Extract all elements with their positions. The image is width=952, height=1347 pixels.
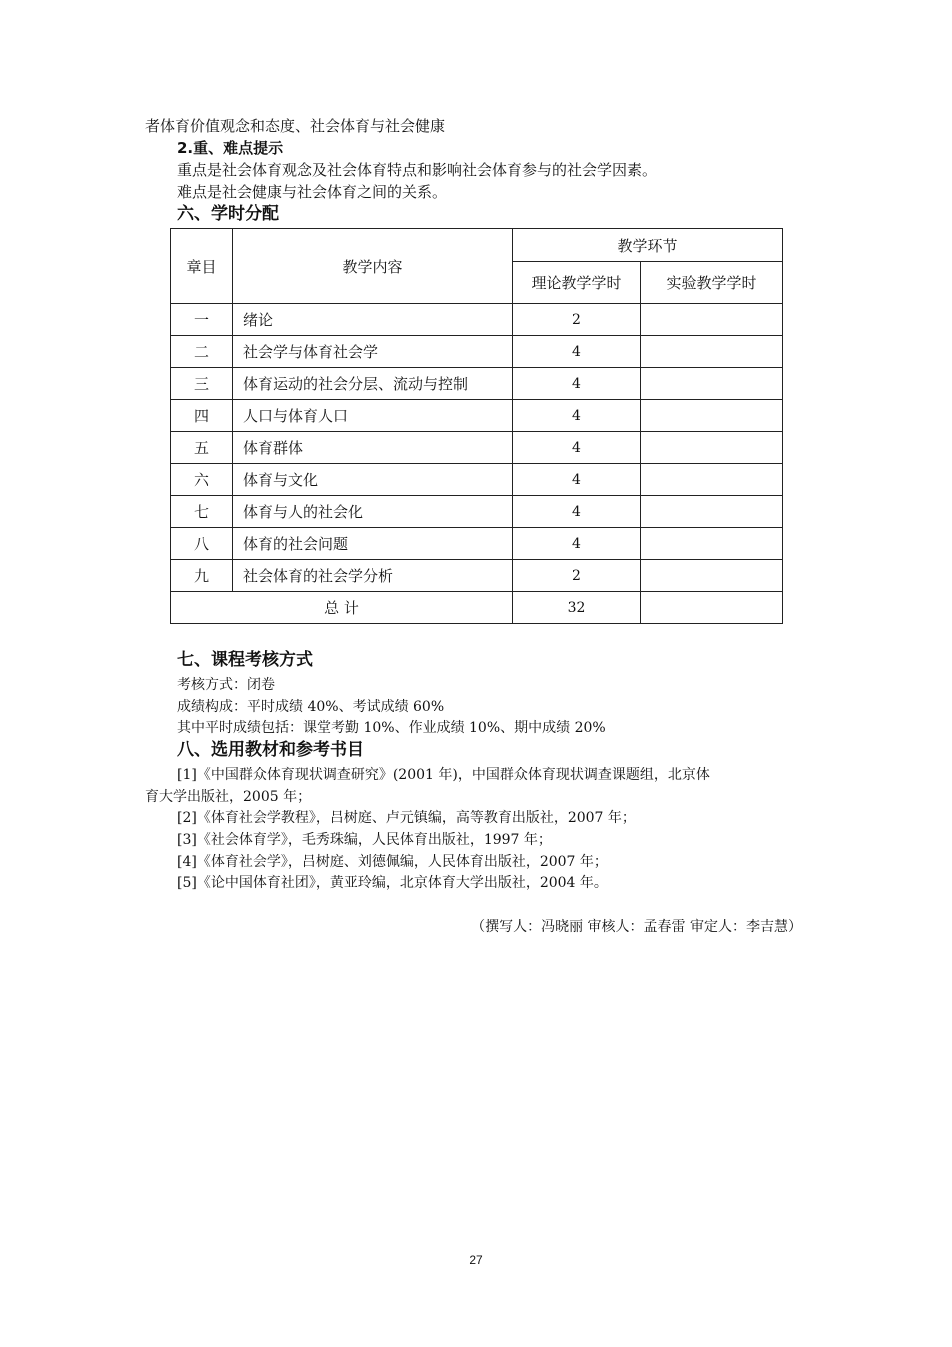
header-lab: 实验教学学时 xyxy=(641,262,783,304)
row-theory: 2 xyxy=(513,304,641,336)
row-content: 社会学与体育社会学 xyxy=(233,336,513,368)
row-theory: 4 xyxy=(513,432,641,464)
row-chapter: 七 xyxy=(171,496,233,528)
row-theory: 4 xyxy=(513,464,641,496)
section8-heading: 八、选用教材和参考书目 xyxy=(177,740,364,760)
table-row xyxy=(171,432,783,464)
row-theory: 4 xyxy=(513,496,641,528)
reference-item-continued: 育大学出版社，2005 年； xyxy=(145,789,312,805)
row-theory: 4 xyxy=(513,400,641,432)
row-content: 社会体育的社会学分析 xyxy=(233,560,513,592)
row-content: 体育运动的社会分层、流动与控制 xyxy=(233,368,513,400)
reference-item: [1]《中国群众体育现状调查研究》(2001 年)，中国群众体育现状调查课题组，北京体 xyxy=(177,767,710,783)
key-point-line: 重点是社会体育观念及社会体育特点和影响社会体育参与的社会学因素。 xyxy=(177,161,658,179)
row-theory: 2 xyxy=(513,560,641,592)
key-points-heading: 2.重、难点提示 xyxy=(177,139,284,157)
row-chapter: 五 xyxy=(171,432,233,464)
table-row xyxy=(171,528,783,560)
header-chapter: 章目 xyxy=(171,229,233,304)
row-lab xyxy=(641,368,783,400)
row-lab xyxy=(641,400,783,432)
table-header-row xyxy=(171,229,783,262)
total-theory: 32 xyxy=(513,592,641,624)
difficulty-line: 难点是社会健康与社会体育之间的关系。 xyxy=(177,183,448,201)
page-number: 27 xyxy=(469,1253,483,1267)
header-group: 教学环节 xyxy=(513,229,783,262)
table-row xyxy=(171,336,783,368)
header-theory: 理论教学学时 xyxy=(513,262,641,304)
table-row xyxy=(171,368,783,400)
table-total-row xyxy=(171,592,783,624)
row-chapter: 六 xyxy=(171,464,233,496)
row-chapter: 九 xyxy=(171,560,233,592)
reference-item: [3]《社会体育学》，毛秀珠编，人民体育出版社，1997 年； xyxy=(177,832,552,848)
row-content: 体育与文化 xyxy=(233,464,513,496)
row-theory: 4 xyxy=(513,528,641,560)
total-lab xyxy=(641,592,783,624)
table-row xyxy=(171,304,783,336)
row-chapter: 一 xyxy=(171,304,233,336)
row-chapter: 四 xyxy=(171,400,233,432)
header-content: 教学内容 xyxy=(233,229,513,304)
row-chapter: 八 xyxy=(171,528,233,560)
row-chapter: 三 xyxy=(171,368,233,400)
row-theory: 4 xyxy=(513,368,641,400)
row-content: 体育的社会问题 xyxy=(233,528,513,560)
table-row xyxy=(171,496,783,528)
section7-heading: 七、课程考核方式 xyxy=(177,650,313,670)
row-theory: 4 xyxy=(513,336,641,368)
row-content: 绪论 xyxy=(233,304,513,336)
row-lab xyxy=(641,464,783,496)
row-lab xyxy=(641,432,783,464)
hours-table xyxy=(170,228,783,624)
row-lab xyxy=(641,560,783,592)
intro-line: 者体育价值观念和态度、社会体育与社会健康 xyxy=(145,117,446,135)
regular-grade-detail: 其中平时成绩包括：课堂考勤 10%、作业成绩 10%、期中成绩 20% xyxy=(177,720,606,736)
row-content: 人口与体育人口 xyxy=(233,400,513,432)
grade-composition: 成绩构成：平时成绩 40%、考试成绩 60% xyxy=(177,699,445,715)
reference-item: [5]《论中国体育社团》，黄亚玲编，北京体育大学出版社，2004 年。 xyxy=(177,875,608,891)
signature-line: （撰写人：冯晓丽 审核人：孟春雷 审定人：李吉慧） xyxy=(471,919,802,935)
table-row xyxy=(171,464,783,496)
row-content: 体育群体 xyxy=(233,432,513,464)
reference-item: [2]《体育社会学教程》，吕树庭、卢元镇编，高等教育出版社，2007 年； xyxy=(177,810,636,826)
row-content: 体育与人的社会化 xyxy=(233,496,513,528)
row-chapter: 二 xyxy=(171,336,233,368)
exam-method: 考核方式：闭卷 xyxy=(177,677,275,693)
reference-item: [4]《体育社会学》，吕树庭、刘德佩编，人民体育出版社，2007 年； xyxy=(177,854,608,870)
row-lab xyxy=(641,528,783,560)
total-label: 总 计 xyxy=(171,592,513,624)
row-lab xyxy=(641,496,783,528)
row-lab xyxy=(641,336,783,368)
table-row xyxy=(171,400,783,432)
section6-heading: 六、学时分配 xyxy=(177,204,279,224)
row-lab xyxy=(641,304,783,336)
table-row xyxy=(171,560,783,592)
